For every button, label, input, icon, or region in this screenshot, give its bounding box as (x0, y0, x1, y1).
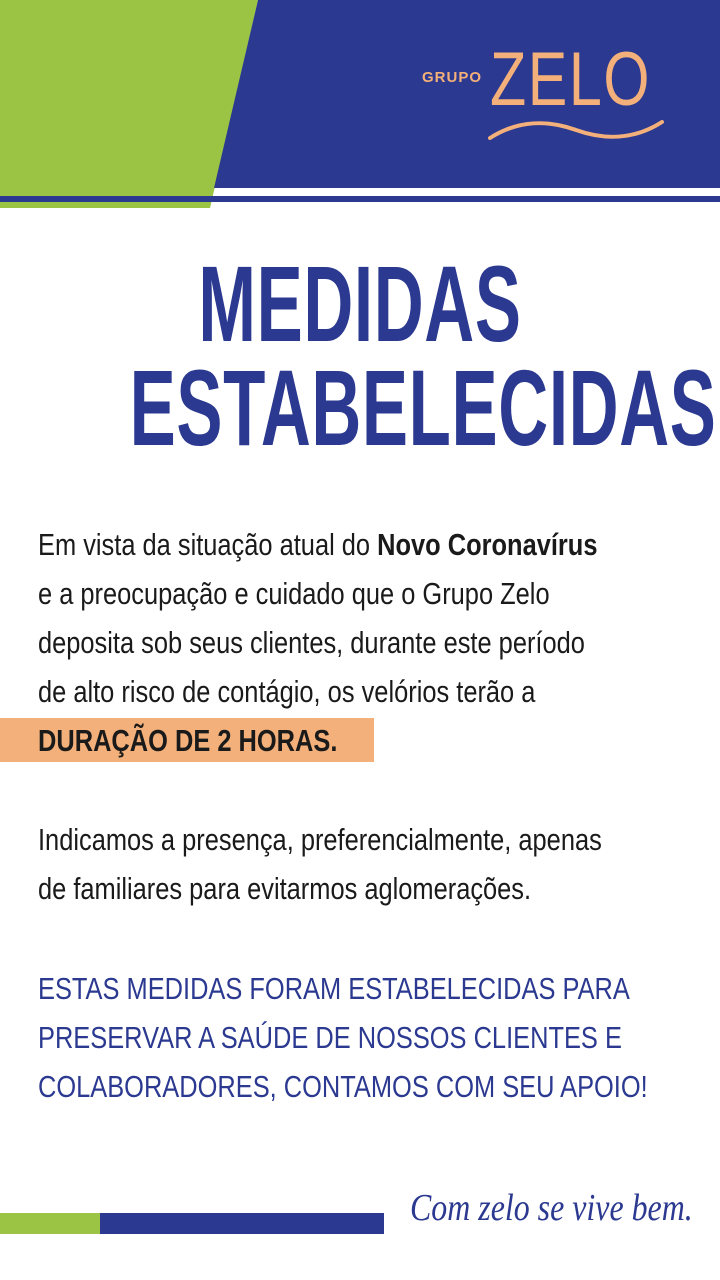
paragraph-announcement (38, 520, 698, 765)
logo-wave-icon (488, 116, 664, 144)
paragraph-line: de alto risco de contágio, os velórios terão a (38, 674, 536, 709)
coronavirus-emphasis: Novo Coronavírus (377, 527, 598, 562)
paragraph-line: e a preocupação e cuidado que o Grupo Zelo (38, 576, 550, 611)
logo-grupo-text: GRUPO (421, 69, 482, 86)
paragraph-line (38, 520, 597, 569)
page-title (0, 243, 720, 468)
header-banner (0, 0, 720, 210)
paragraph-line: PRESERVAR A SAÚDE DE NOSSOS CLIENTES E (38, 1020, 622, 1055)
title-line-1: MEDIDAS (198, 243, 522, 364)
footer-blue-stripe (100, 1213, 384, 1234)
paragraph-recommendation (38, 815, 698, 913)
paragraph-line: COLABORADORES, CONTAMOS COM SEU APOIO! (38, 1069, 648, 1104)
paragraph-text: Em vista da situação atual do (38, 527, 378, 562)
grupo-zelo-logo (421, 37, 656, 122)
duration-highlight: DURAÇÃO DE 2 HORAS. (38, 723, 338, 758)
paragraph-line: deposita sob seus clientes, durante este período (38, 625, 585, 660)
paragraph-line: ESTAS MEDIDAS FORAM ESTABELECIDAS PARA (38, 971, 630, 1006)
paragraph-closing (38, 964, 698, 1111)
logo-zelo-text: ZELO (490, 37, 652, 122)
title-line-2: ESTABELECIDAS (129, 347, 717, 468)
footer-green-stripe (0, 1213, 104, 1234)
paragraph-line: de familiares para evitarmos aglomerações. (38, 871, 532, 906)
slogan: Com zelo se vive bem. (410, 1187, 693, 1229)
paragraph-line: Indicamos a presença, preferencialmente, apenas (38, 822, 602, 857)
header-divider-line (0, 196, 720, 202)
